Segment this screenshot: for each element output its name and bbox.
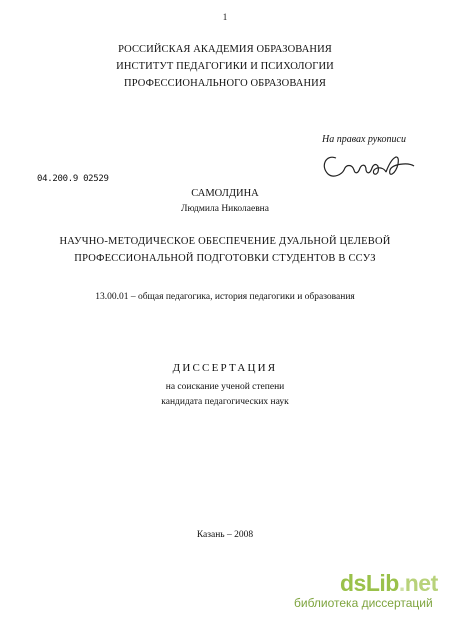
watermark-logo-main: dsLib — [340, 570, 399, 596]
watermark-logo — [340, 570, 438, 597]
watermark-subtitle: библиотека диссертаций — [294, 596, 433, 610]
catalog-code: 04.200.9 02529 — [37, 174, 109, 184]
specialty-code: 13.00.01 – общая педагогика, история педагогики и образования — [95, 292, 355, 302]
city-year: Казань – 2008 — [196, 530, 254, 540]
author-surname: САМОЛДИНА — [191, 188, 259, 199]
page-number: 1 — [222, 12, 228, 22]
institution-line-3: ПРОФЕССИОНАЛЬНОГО ОБРАЗОВАНИЯ — [124, 78, 326, 89]
thesis-title-line-1: НАУЧНО-МЕТОДИЧЕСКОЕ ОБЕСПЕЧЕНИЕ ДУАЛЬНОЙ ЦЕЛЕВОЙ — [59, 236, 391, 247]
institution-line-1: РОССИЙСКАЯ АКАДЕМИЯ ОБРАЗОВАНИЯ — [118, 44, 332, 55]
manuscript-rights-note: На правах рукописи — [322, 134, 406, 145]
watermark-logo-tld: net — [404, 570, 438, 596]
handwritten-signature — [318, 146, 418, 187]
author-name: Людмила Николаевна — [181, 204, 269, 214]
document-type: ДИССЕРТАЦИЯ — [172, 362, 278, 374]
institution-line-2: ИНСТИТУТ ПЕДАГОГИКИ И ПСИХОЛОГИИ — [116, 61, 334, 72]
degree-line-2: кандидата педагогических наук — [161, 397, 289, 407]
watermark-logo-separator: . — [398, 570, 405, 596]
thesis-title-line-2: ПРОФЕССИОНАЛЬНОЙ ПОДГОТОВКИ СТУДЕНТОВ В ССУЗ — [74, 253, 376, 264]
degree-line-1: на соискание ученой степени — [165, 382, 285, 392]
